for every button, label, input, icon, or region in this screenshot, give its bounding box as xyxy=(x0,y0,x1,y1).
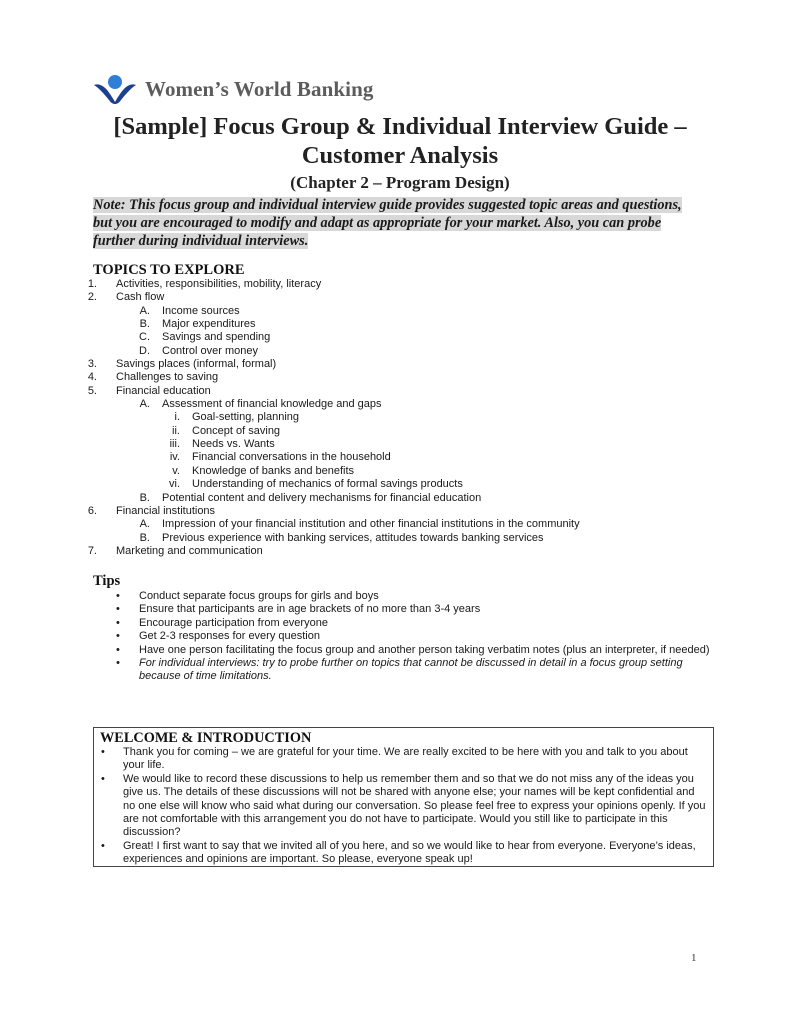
tip-item xyxy=(0,590,791,603)
outline-marker: 3. xyxy=(87,358,97,371)
tip-text: Ensure that participants are in age brackets of no more than 3-4 years xyxy=(139,603,481,616)
welcome-item xyxy=(100,773,707,840)
outline-text: Understanding of mechanics of formal savings products xyxy=(192,478,463,491)
logo xyxy=(93,74,374,104)
outline-item xyxy=(0,331,791,344)
outline-text: Knowledge of banks and benefits xyxy=(192,464,355,477)
outline-marker: A. xyxy=(139,398,150,411)
outline-marker: 7. xyxy=(87,544,97,557)
tip-text: For individual interviews: try to probe further on topics that cannot be discussed in detail in a focus group setting because of time limitations. xyxy=(139,657,683,683)
bullet-icon: • xyxy=(116,590,120,602)
welcome-heading: WELCOME & INTRODUCTION xyxy=(100,730,312,746)
welcome-text: Great! I first want to say that we invited all of you here, and so we would like to hear from everyone. Everyone’s ideas, experiences and opinions are important. So please, everyone speak up! xyxy=(123,839,696,866)
outline-marker: 4. xyxy=(87,371,97,384)
outline-marker: 6. xyxy=(87,504,97,517)
tip-item xyxy=(0,657,791,684)
topics-outline xyxy=(0,278,791,558)
outline-marker: iii. xyxy=(169,438,180,451)
outline-item xyxy=(0,518,791,531)
outline-text: Marketing and communication xyxy=(116,544,263,557)
document-title xyxy=(80,112,720,194)
outline-text: Concept of saving xyxy=(192,424,281,437)
outline-marker: iv. xyxy=(169,451,180,464)
outline-item xyxy=(0,411,791,424)
welcome-list xyxy=(100,746,707,867)
outline-text: Challenges to saving xyxy=(116,371,219,384)
outline-text: Assessment of financial knowledge and gaps xyxy=(162,398,382,411)
outline-item xyxy=(0,532,791,545)
outline-item xyxy=(0,318,791,331)
outline-text: Control over money xyxy=(162,344,258,357)
outline-text: Previous experience with banking services, attitudes towards banking services xyxy=(162,531,544,544)
outline-text: Income sources xyxy=(162,304,240,317)
note-paragraph xyxy=(93,196,693,250)
outline-item xyxy=(0,278,791,291)
outline-text: Goal-setting, planning xyxy=(192,411,300,424)
bullet-icon: • xyxy=(101,746,105,758)
logo-text: Women’s World Banking xyxy=(145,76,374,101)
title-line-2: Customer Analysis xyxy=(301,142,499,169)
bullet-icon: • xyxy=(116,643,120,656)
welcome-item xyxy=(100,746,707,773)
outline-item xyxy=(0,465,791,478)
tip-text: Conduct separate focus groups for girls and boys xyxy=(139,590,379,602)
outline-text: Needs vs. Wants xyxy=(192,438,275,451)
bullet-icon: • xyxy=(101,839,105,852)
outline-item xyxy=(0,492,791,505)
outline-text: Impression of your financial institution and other financial institutions in the community xyxy=(162,518,580,531)
outline-marker: i. xyxy=(174,411,180,424)
tip-item xyxy=(0,603,791,616)
bullet-icon: • xyxy=(101,772,105,785)
outline-text: Savings and spending xyxy=(162,331,271,344)
bullet-icon: • xyxy=(116,657,120,670)
outline-item xyxy=(0,398,791,411)
subtitle: (Chapter 2 – Program Design) xyxy=(290,173,510,192)
outline-marker: 2. xyxy=(87,291,97,304)
outline-item xyxy=(0,371,791,384)
topics-heading: TOPICS TO EXPLORE xyxy=(93,262,245,278)
outline-text: Savings places (informal, formal) xyxy=(116,358,277,371)
outline-text: Major expenditures xyxy=(162,318,256,331)
outline-marker: vi. xyxy=(169,478,180,491)
outline-marker: 5. xyxy=(87,384,97,397)
bullet-icon: • xyxy=(116,603,120,616)
tips-list xyxy=(0,590,791,684)
tip-item xyxy=(0,644,791,657)
outline-text: Cash flow xyxy=(116,291,165,304)
outline-marker: A. xyxy=(139,304,150,317)
outline-text: Financial conversations in the household xyxy=(192,451,391,464)
outline-marker: v. xyxy=(172,464,180,477)
page-number: 1 xyxy=(691,952,697,964)
tip-text: Encourage participation from everyone xyxy=(139,616,328,629)
outline-item xyxy=(0,478,791,491)
outline-marker: A. xyxy=(139,518,150,531)
tips-heading: Tips xyxy=(93,573,121,589)
outline-text: Financial education xyxy=(116,384,211,397)
outline-item xyxy=(0,425,791,438)
welcome-introduction-box xyxy=(93,727,714,867)
outline-item xyxy=(0,505,791,518)
outline-item xyxy=(0,451,791,464)
outline-text: Potential content and delivery mechanisms for financial education xyxy=(162,491,482,504)
outline-item xyxy=(0,305,791,318)
outline-text: Activities, responsibilities, mobility, literacy xyxy=(116,278,322,290)
outline-marker: 1. xyxy=(87,278,97,290)
womens-world-banking-logo-icon xyxy=(93,74,137,104)
outline-item xyxy=(0,345,791,358)
welcome-text: We would like to record these discussions to help us remember them and so that we do not miss any of the ideas you give us. The details of these discussions will not be shared with anyone else; your names will be kept confidential and no one else will know who said what during our conversation. So please feel free to express your opinions openly. If you are not comfortable with this arrangement you do not have to participate. Would you still like to participate in this discussion? xyxy=(123,772,706,839)
outline-item xyxy=(0,545,791,558)
note-text: Note: This focus group and individual interview guide provides suggested topic areas and questions, but you are encouraged to modify and adapt as appropriate for your market. Also, you can probe further during individual interviews. xyxy=(93,197,682,249)
outline-marker: ii. xyxy=(172,424,180,437)
title-line-1: [Sample] Focus Group & Individual Interview Guide – xyxy=(113,113,687,140)
outline-marker: B. xyxy=(139,531,150,544)
tip-text: Get 2-3 responses for every question xyxy=(139,630,320,643)
outline-item xyxy=(0,385,791,398)
welcome-item xyxy=(100,840,707,867)
outline-item xyxy=(0,438,791,451)
outline-item xyxy=(0,291,791,304)
welcome-text: Thank you for coming – we are grateful for your time. We are really excited to be here with you and talk to you about your life. xyxy=(123,746,688,772)
outline-marker: B. xyxy=(139,318,150,331)
tip-text: Have one person facilitating the focus group and another person taking verbatim notes (plus an interpreter, if needed) xyxy=(139,643,710,656)
outline-marker: D. xyxy=(139,344,150,357)
outline-marker: B. xyxy=(139,491,150,504)
outline-item xyxy=(0,358,791,371)
outline-text: Financial institutions xyxy=(116,504,216,517)
bullet-icon: • xyxy=(116,616,120,629)
bullet-icon: • xyxy=(116,630,120,643)
tip-item xyxy=(0,630,791,643)
outline-marker: C. xyxy=(139,331,150,344)
tip-item xyxy=(0,617,791,630)
